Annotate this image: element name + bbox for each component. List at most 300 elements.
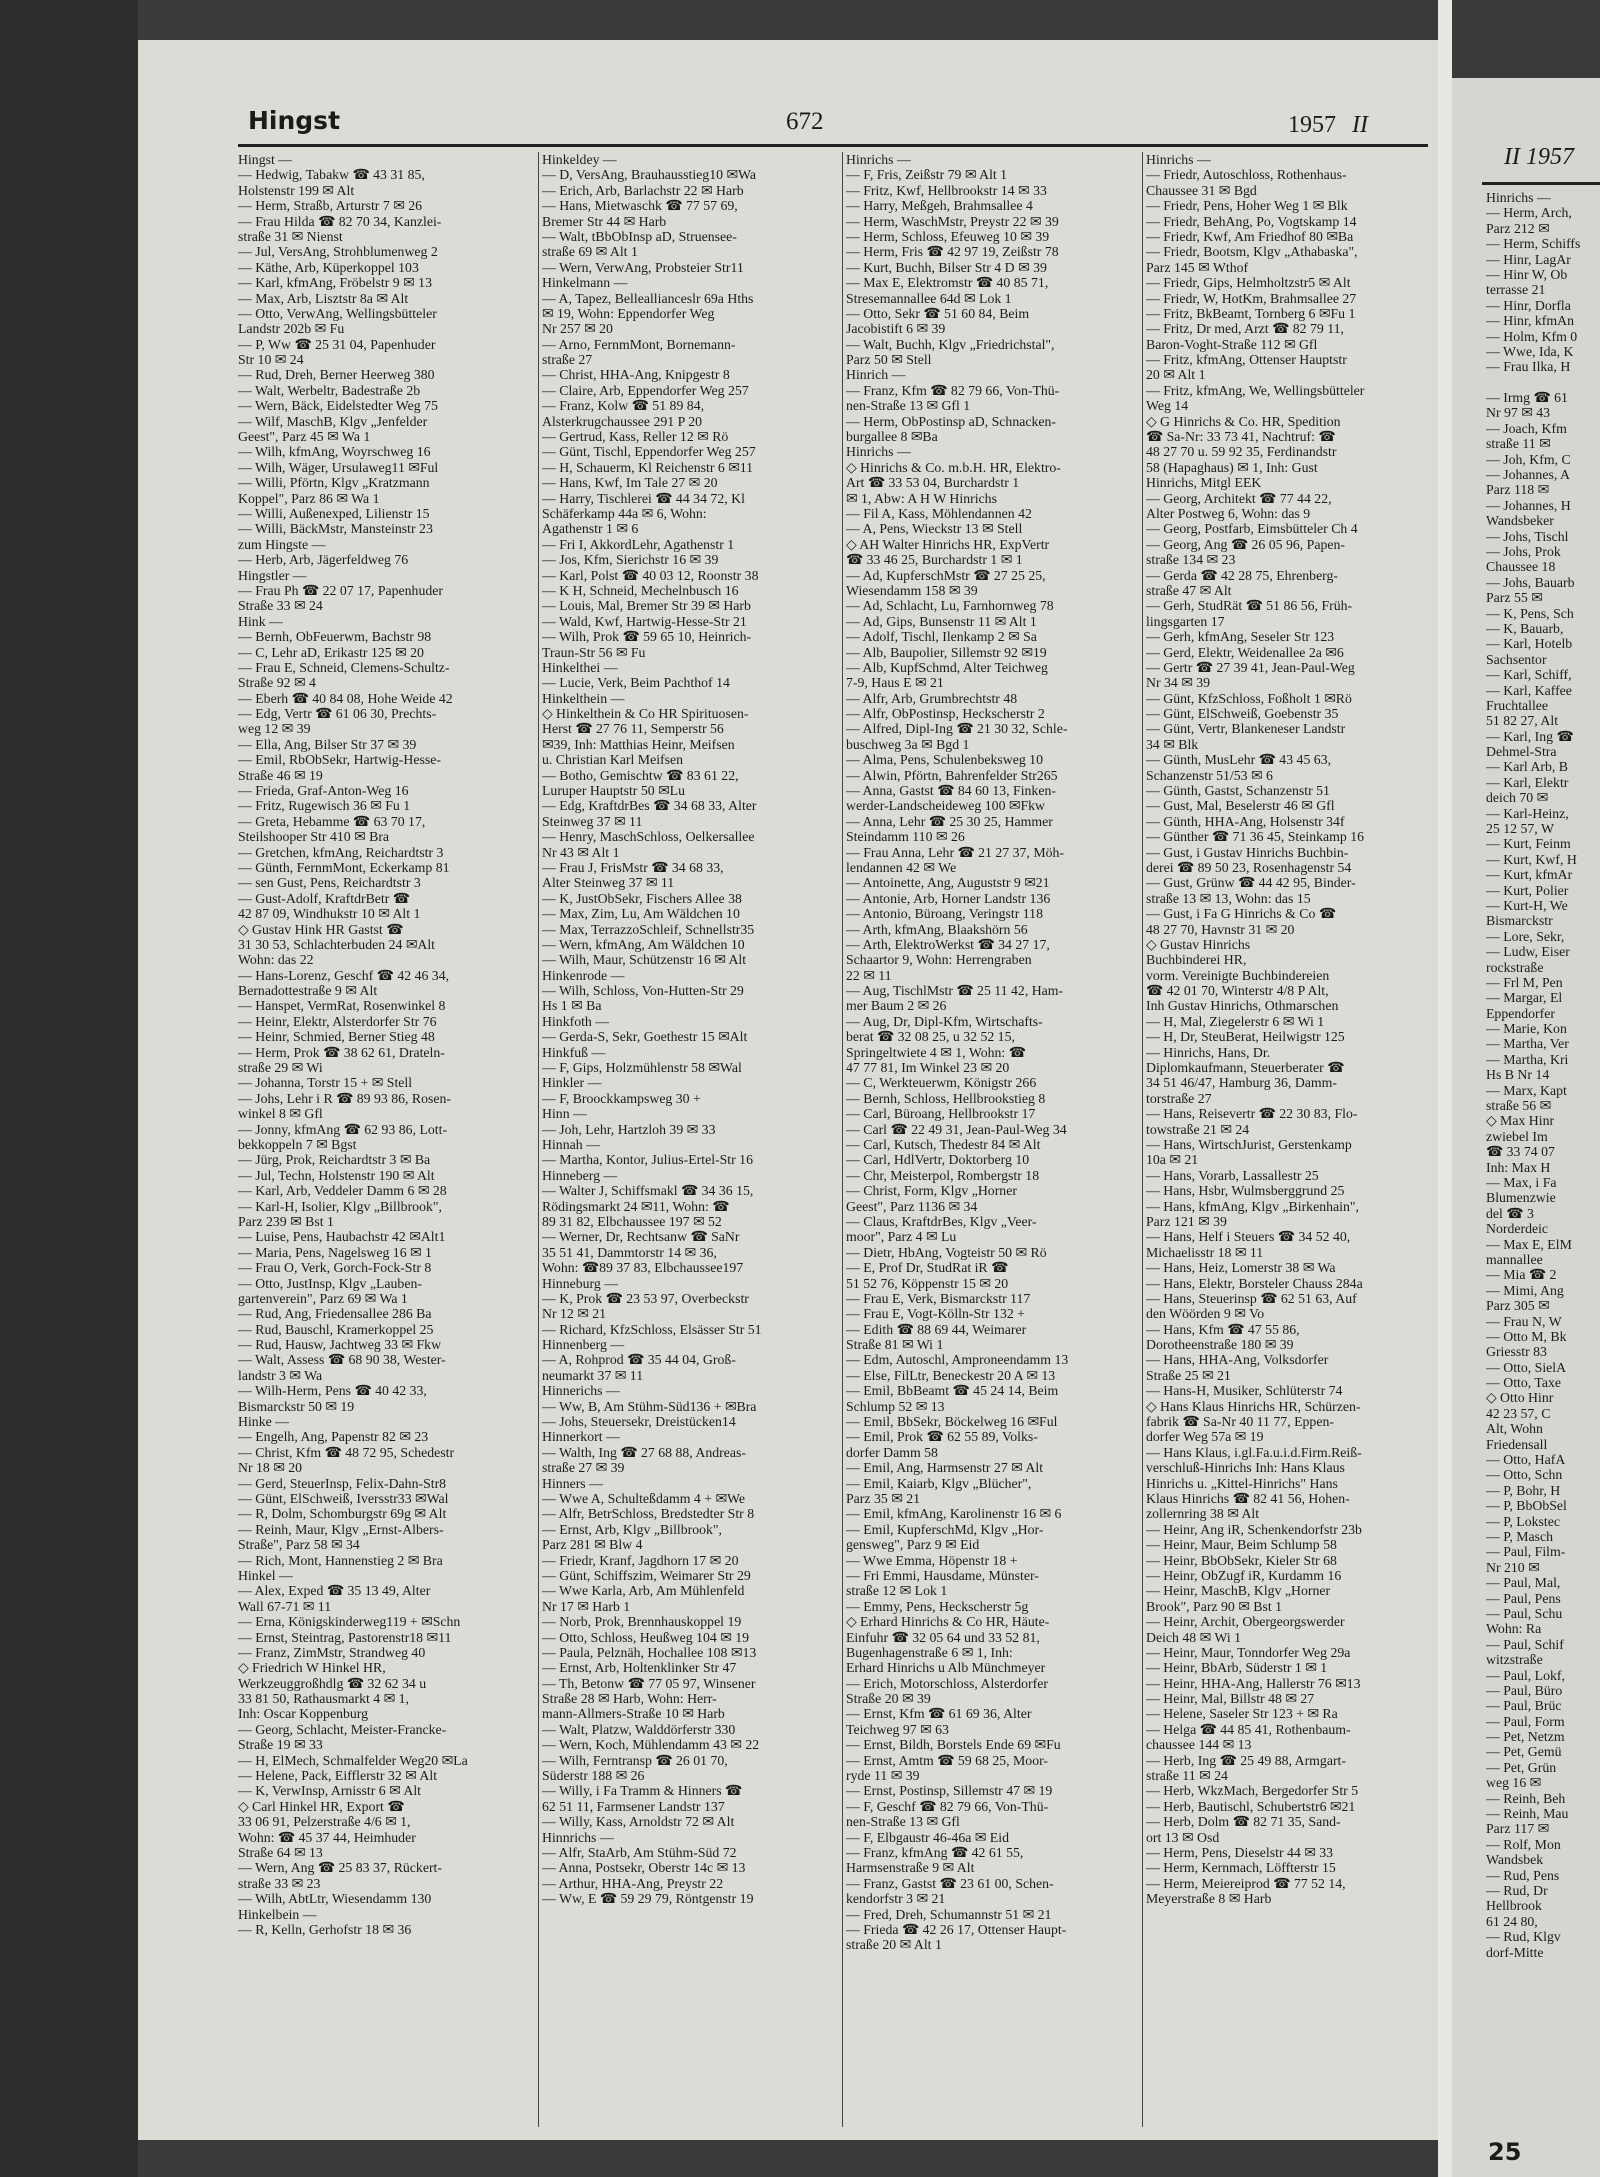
directory-entry-line: — Otto M, Bk <box>1486 1328 1567 1344</box>
directory-entry-line: gensweg", Parz 9 ✉ Eid <box>846 1537 980 1553</box>
directory-entry-line: — Günt, Schiffszim, Weimarer Str 29 <box>542 1567 751 1583</box>
directory-entry-line: Wohn: das 22 <box>238 952 314 968</box>
directory-entry-line: — Anna, Gastst ☎ 84 60 13, Finken- <box>846 783 1056 799</box>
directory-entry-line: — Herm, Straßb, Arturstr 7 ✉ 26 <box>238 198 423 214</box>
directory-entry-line: — Lucie, Verk, Beim Pachthof 14 <box>542 675 730 691</box>
directory-entry-line: 35 51 41, Dammtorstr 14 ✉ 36, <box>542 1244 717 1260</box>
directory-entry-line: gartenverein", Parz 69 ✉ Wa 1 <box>238 1290 408 1306</box>
directory-entry-line: — P, BbObSel <box>1486 1498 1567 1514</box>
directory-entry-line: — Johannes, H <box>1486 497 1571 513</box>
directory-entry-line: — A, Rohprod ☎ 35 44 04, Groß- <box>542 1352 736 1368</box>
directory-entry-line: — Chr, Meisterpol, Rombergstr 18 <box>846 1167 1040 1183</box>
directory-entry-line: — Herm, Kernmach, Löffterstr 15 <box>1146 1860 1336 1876</box>
directory-entry-line: — Wilf, MaschB, Klgv „Jenfelder <box>238 413 428 429</box>
directory-entry-line: — Günth, MusLehr ☎ 43 45 63, <box>1146 752 1332 768</box>
directory-entry-line: — Mia ☎ 2 <box>1486 1267 1557 1283</box>
directory-entry-line: — Karl-Heinz, <box>1486 805 1569 821</box>
directory-entry-line: — Heinr, Schmied, Berner Stieg 48 <box>238 1029 435 1045</box>
directory-entry-line: — Wern, kfmAng, Am Wäldchen 10 <box>542 936 745 952</box>
directory-entry-line: Stresemannallee 64d ✉ Lok 1 <box>846 290 1012 306</box>
directory-entry-line: ◇ Otto Hinr <box>1486 1390 1554 1406</box>
directory-entry-line: Straße 92 ✉ 4 <box>238 675 316 691</box>
directory-entry-line: ort 13 ✉ Osd <box>1146 1829 1220 1845</box>
directory-entry-line: — Herm, Prok ☎ 38 62 61, Drateln- <box>238 1044 445 1060</box>
directory-entry-line: — Rud, Dreh, Berner Heerweg 380 <box>238 367 435 383</box>
directory-entry-line: — D, VersAng, Brauhausstieg10 ✉Wa <box>542 167 757 183</box>
directory-entry-line: — Friedr, Bootsm, Klgv „Athabaska", <box>1146 244 1358 260</box>
directory-entry-line: — Herm, WaschMstr, Preystr 22 ✉ 39 <box>846 213 1059 229</box>
directory-entry-line: — Wwe Karla, Arb, Am Mühlenfeld <box>542 1583 745 1599</box>
directory-entry-line: 33 81 50, Rathausmarkt 4 ✉ 1, <box>238 1691 409 1707</box>
directory-entry-line: — Herm, Arch, <box>1486 205 1572 221</box>
directory-entry-line: straße 56 ✉ <box>1486 1098 1552 1114</box>
directory-entry-line: — Emmy, Pens, Heckscherstr 5g <box>846 1598 1029 1614</box>
directory-entry-line: Hinneberg — <box>542 1167 618 1183</box>
directory-entry-line: — Lore, Sekr, <box>1486 928 1565 944</box>
directory-entry-line: — Frau N, W <box>1486 1313 1562 1329</box>
directory-entry-line: — Gust, Grünw ☎ 44 42 95, Binder- <box>1146 875 1356 891</box>
directory-entry-line: Parz 121 ✉ 39 <box>1146 1213 1227 1229</box>
directory-entry-line: — Paul, Lokf, <box>1486 1667 1565 1683</box>
directory-entry-line: ◇ G Hinrichs & Co. HR, Spedition <box>1146 413 1341 429</box>
directory-entry-line: nen-Straße 13 ✉ Gfl <box>846 1814 960 1830</box>
directory-entry-line: Inh: Oscar Koppenburg <box>238 1706 369 1722</box>
directory-entry-line: — Mimi, Ang <box>1486 1282 1564 1298</box>
directory-entry-line: straße 27 ✉ 39 <box>542 1460 625 1476</box>
directory-entry-line: — Günth, FernmMont, Eckerkamp 81 <box>238 859 450 875</box>
directory-entry-line: del ☎ 3 <box>1486 1205 1534 1221</box>
directory-entry-line: — Karl, Hotelb <box>1486 636 1573 652</box>
directory-entry-line: — Herb, Ing ☎ 25 49 88, Armgart- <box>1146 1752 1346 1768</box>
directory-entry-line: Nr 43 ✉ Alt 1 <box>542 844 620 860</box>
directory-entry-line: — F, Elbgaustr 46-46a ✉ Eid <box>846 1829 1009 1845</box>
directory-entry-line: Hinrichs u. „Kittel-Hinrichs" Hans <box>1146 1475 1338 1491</box>
directory-entry-line: Hinkelbein — <box>238 1906 317 1922</box>
directory-entry-line: — Adolf, Tischl, Ilenkamp 2 ✉ Sa <box>846 629 1037 645</box>
directory-entry-line: Hinkfoth — <box>542 1013 610 1029</box>
directory-entry-line: 7-9, Haus E ✉ 21 <box>846 675 944 691</box>
directory-entry-line: — Greta, Hebamme ☎ 63 70 17, <box>238 813 426 829</box>
directory-entry-line: — Karl, Ing ☎ <box>1486 728 1574 744</box>
directory-entry-line: — Reinh, Maur, Klgv „Ernst-Albers- <box>238 1521 444 1537</box>
header-rule <box>238 144 1428 147</box>
directory-entry-line: Erhard Hinrichs u Alb Münchmeyer <box>846 1660 1046 1676</box>
directory-entry-line: straße 11 ✉ 24 <box>1146 1768 1228 1784</box>
directory-entry-line: — Paul, Pens <box>1486 1590 1561 1606</box>
directory-entry-line: — P, Bohr, H <box>1486 1482 1561 1498</box>
directory-entry-line: mer Baum 2 ✉ 26 <box>846 998 947 1014</box>
directory-entry-line: — Marie, Kon <box>1486 1021 1567 1037</box>
directory-entry-line: — Wilh, Prok ☎ 59 65 10, Heinrich- <box>542 629 752 645</box>
directory-entry-line: Süderstr 188 ✉ 26 <box>542 1768 645 1784</box>
directory-entry-line: 42 87 09, Windhukstr 10 ✉ Alt 1 <box>238 906 421 922</box>
directory-entry-line: werder-Landscheideweg 100 ✉Fkw <box>846 798 1046 814</box>
directory-entry-line: — Johanna, Torstr 15 + ✉ Stell <box>238 1075 413 1091</box>
directory-entry-line: Harmsenstraße 9 ✉ Alt <box>846 1860 975 1876</box>
directory-entry-line: — H, ElMech, Schmalfelder Weg20 ✉La <box>238 1752 468 1768</box>
directory-entry-line: Diplomkaufmann, Steuerberater ☎ <box>1146 1060 1345 1076</box>
directory-entry-line: — Antonie, Arb, Horner Landstr 136 <box>846 890 1051 906</box>
directory-entry-line: — Karl Arb, B <box>1486 759 1569 775</box>
directory-entry-line: — Heinr, BbObSekr, Kieler Str 68 <box>1146 1552 1337 1568</box>
directory-entry-line: — Fritz, kfmAng, We, Wellingsbütteler <box>1146 382 1365 398</box>
next-page-fragment <box>1452 78 1600 2177</box>
directory-entry-line: 48 27 70 u. 59 92 35, Ferdinandstr <box>1146 444 1337 460</box>
directory-entry-line: — Frau E, Schneid, Clemens-Schultz- <box>238 659 450 675</box>
directory-entry-line: zollernring 38 ✉ Alt <box>1146 1506 1260 1522</box>
year-label: 1957 <box>1288 112 1336 138</box>
directory-entry-line: — Walt, Werbeltr, Badestraße 2b <box>238 382 421 398</box>
directory-entry-line: — Walter J, Schiffsmakl ☎ 34 36 15, <box>542 1183 754 1199</box>
directory-entry-line: Eppendorfer <box>1486 1005 1555 1021</box>
directory-entry-line: 58 (Hapaghaus) ✉ 1, Inh: Gust <box>1146 459 1318 475</box>
directory-entry-line: ◇ Carl Hinkel HR, Export ☎ <box>238 1798 405 1814</box>
directory-entry-line: — Arth, ElektroWerkst ☎ 34 27 17, <box>846 936 1050 952</box>
directory-entry-line: — Jonny, kfmAng ☎ 62 93 86, Lott- <box>238 1121 448 1137</box>
directory-entry-line: Parz 35 ✉ 21 <box>846 1490 921 1506</box>
directory-entry-line: rockstraße <box>1486 959 1544 975</box>
directory-entry-line: — Alfred, Dipl-Ing ☎ 21 30 32, Schle- <box>846 721 1068 737</box>
directory-entry-line: — Fri I, AkkordLehr, Agathenstr 1 <box>542 536 735 552</box>
directory-entry-line: — Norb, Prok, Brennhauskoppel 19 <box>542 1614 742 1630</box>
directory-entry-line: Hinrichs — <box>1486 190 1551 205</box>
running-head-year <box>1288 112 1368 139</box>
directory-entry-line: Friedensall <box>1486 1436 1548 1452</box>
directory-entry-line: Straße 20 ✉ 39 <box>846 1691 931 1707</box>
directory-entry-line: — Hans, Helf i Steuers ☎ 34 52 40, <box>1146 1229 1351 1245</box>
directory-entry-line: — Friedr, BehAng, Po, Vogtskamp 14 <box>1146 213 1357 229</box>
directory-entry-line: — Herm, Meiereiprod ☎ 77 52 14, <box>1146 1875 1346 1891</box>
directory-entry-line: ☎ 33 46 25, Burchardstr 1 ✉ 1 <box>846 552 1023 568</box>
directory-entry-line: — F, Geschf ☎ 82 79 66, Von-Thü- <box>846 1798 1049 1814</box>
directory-entry-line: straße 13 ✉ 13, Wohn: das 15 <box>1146 890 1311 906</box>
directory-entry-line: Schaartor 9, Wohn: Herrengraben <box>846 952 1032 968</box>
directory-entry-line: Nr 34 ✉ 39 <box>1146 675 1211 691</box>
directory-entry-line: — Arth, kfmAng, Blaakshörn 56 <box>846 921 1028 937</box>
directory-entry-line: — Ludw, Eiser <box>1486 944 1570 960</box>
directory-entry-line: Straße 64 ✉ 13 <box>238 1844 323 1860</box>
directory-entry-line: — Hinr, Dorfla <box>1486 297 1571 313</box>
directory-entry-line: — Margar, El <box>1486 990 1563 1006</box>
directory-entry-line: — Heinr, HHA-Ang, Hallerstr 76 ✉13 <box>1146 1675 1361 1691</box>
directory-entry-line: Steinweg 37 ✉ 11 <box>542 813 643 829</box>
directory-entry-line: ◇ Hinkelthein & Co HR Spirituosen- <box>542 706 749 722</box>
directory-entry-line: 10a ✉ 21 <box>1146 1152 1199 1168</box>
directory-entry-line: straße 29 ✉ Wi <box>238 1060 323 1076</box>
directory-entry-line: — Franz, Kolw ☎ 51 89 84, <box>542 398 705 414</box>
directory-entry-line: — Emil, RbObSekr, Hartwig-Hesse- <box>238 752 441 768</box>
directory-entry-line: — Joach, Kfm <box>1486 420 1567 436</box>
directory-entry-line: — Heinr, Maur, Tonndorfer Weg 29a <box>1146 1644 1351 1660</box>
directory-entry-line: — K H, Schneid, Mechelnbusch 16 <box>542 582 739 598</box>
directory-entry-line: — Emil, kfmAng, Karolinenstr 16 ✉ 6 <box>846 1506 1062 1522</box>
directory-entry-line: — Hans, Heiz, Lomerstr 38 ✉ Wa <box>1146 1260 1336 1276</box>
directory-entry-line: — K, Pens, Sch <box>1486 605 1574 621</box>
directory-entry-line: — Franz, kfmAng ☎ 42 61 55, <box>846 1844 1024 1860</box>
directory-entry-line: — P, Masch <box>1486 1528 1554 1544</box>
directory-entry-line: — Wilh, Ferntransp ☎ 26 01 70, <box>542 1752 728 1768</box>
directory-entry-line: zwiebel Im <box>1486 1128 1548 1144</box>
directory-entry-line: — Günt, ElSchweiß, Iversstr33 ✉Wal <box>238 1490 449 1506</box>
directory-entry-line: — Pet, Gemü <box>1486 1744 1562 1760</box>
directory-entry-line: — Jürg, Prok, Reichardtstr 3 ✉ Ba <box>238 1152 431 1168</box>
directory-entry-line: Hinnrichs — <box>542 1829 614 1845</box>
directory-entry-line: — Pet, Grün <box>1486 1759 1557 1775</box>
directory-entry-line: Hinrichs — <box>846 152 911 167</box>
directory-entry-line: — Willi, BäckMstr, Mansteinstr 23 <box>238 521 433 537</box>
directory-entry-line: — Paul, Form <box>1486 1713 1565 1729</box>
directory-entry-line: weg 16 ✉ <box>1486 1775 1542 1791</box>
directory-entry-line: — Max, i Fa <box>1486 1175 1557 1190</box>
directory-entry-line: — Bernh, ObFeuerwm, Bachstr 98 <box>238 629 432 645</box>
directory-entry-line: — Ad, Schlacht, Lu, Farnhornweg 78 <box>846 598 1054 614</box>
directory-entry-line: Brook", Parz 90 ✉ Bst 1 <box>1146 1598 1282 1614</box>
directory-entry-line: — Arthur, HHA-Ang, Preystr 22 <box>542 1875 724 1891</box>
directory-entry-line: — Hans-H, Musiker, Schlüterstr 74 <box>1146 1383 1343 1399</box>
directory-entry-line: — Georg, Architekt ☎ 77 44 22, <box>1146 490 1332 506</box>
sheet-number: 25 <box>1488 2138 1522 2166</box>
directory-entry-line: 34 51 46/47, Hamburg 36, Damm- <box>1146 1075 1337 1091</box>
directory-entry-line: — Walt, Assess ☎ 68 90 38, Wester- <box>238 1352 446 1368</box>
directory-entry-line: — Antonio, Büroang, Veringstr 118 <box>846 906 1043 922</box>
column-1 <box>238 152 534 2132</box>
directory-entry-line: — Wern, Koch, Mühlendamm 43 ✉ 22 <box>542 1737 760 1753</box>
directory-entry-line: Inh Gustav Hinrichs, Othmarschen <box>1146 998 1339 1014</box>
directory-entry-line: — Irmg ☎ 61 <box>1486 390 1568 406</box>
directory-entry-line: — Luise, Pens, Haubachstr 42 ✉Alt1 <box>238 1229 446 1245</box>
directory-entry-line: Wall 67-71 ✉ 11 <box>238 1598 332 1614</box>
directory-entry-line: straße 11 ✉ <box>1486 436 1551 452</box>
directory-entry-line: Wandsbek <box>1486 1852 1544 1868</box>
directory-entry-line: — Gertrud, Kass, Reller 12 ✉ Rö <box>542 429 729 445</box>
directory-entry-line: — Ernst, Arb, Klgv „Billbrook", <box>542 1521 722 1537</box>
directory-entry-line: Einfuhr ☎ 32 05 64 und 33 52 81, <box>846 1629 1040 1645</box>
directory-entry-line: — Günth, HHA-Ang, Holsenstr 34f <box>1146 813 1345 829</box>
directory-entry-line: — Claire, Arb, Eppendorfer Weg 257 <box>542 382 749 398</box>
column-divider <box>538 152 539 2127</box>
directory-entry-line: — Botho, Gemischtw ☎ 83 61 22, <box>542 767 739 783</box>
directory-entry-line: — Heinr, MaschB, Klgv „Horner <box>1146 1583 1331 1599</box>
directory-entry-line: Nr 18 ✉ 20 <box>238 1460 303 1476</box>
directory-entry-line: Hinkfuß — <box>542 1044 606 1060</box>
directory-entry-line: — Paul, Schu <box>1486 1605 1563 1621</box>
directory-entry-line: Holstenstr 199 ✉ Alt <box>238 182 355 198</box>
directory-entry-line: — Otto, JustInsp, Klgv „Lauben- <box>238 1275 422 1291</box>
directory-entry-line: Straße 46 ✉ 19 <box>238 767 323 783</box>
directory-entry-line: zum Hingste — <box>238 536 326 552</box>
directory-entry-line: — Hans, Steuerinsp ☎ 62 51 63, Auf <box>1146 1290 1357 1306</box>
directory-entry-line: — Otto, Taxe <box>1486 1375 1562 1391</box>
directory-entry-line: — Günt, Vertr, Blankeneser Landstr <box>1146 721 1346 737</box>
directory-entry-line: — Frieda, Graf-Anton-Weg 16 <box>238 783 409 799</box>
directory-entry-line: — Georg, Ang ☎ 26 05 96, Papen- <box>1146 536 1345 552</box>
directory-entry-line: — Hans, WirtschJurist, Gerstenkamp <box>1146 1137 1352 1152</box>
directory-entry-line: — Hans-Lorenz, Geschf ☎ 42 46 34, <box>238 967 450 983</box>
directory-entry-line: derei ☎ 89 50 23, Rosenhagenstr 54 <box>1146 859 1352 875</box>
directory-entry-line: — Kurt-H, We <box>1486 897 1568 913</box>
directory-entry-line: — Wern, Ang ☎ 25 83 37, Rückert- <box>238 1860 442 1876</box>
directory-entry-line: — Joh, Lehr, Hartzloh 39 ✉ 33 <box>542 1121 716 1137</box>
directory-entry-line: — Otto, Sekr ☎ 51 60 84, Beim <box>846 305 1030 321</box>
directory-entry-line: — Edith ☎ 88 69 44, Weimarer <box>846 1321 1027 1337</box>
directory-entry-line: straße 134 ✉ 23 <box>1146 552 1236 568</box>
directory-entry-line: — Frl M, Pen <box>1486 974 1563 990</box>
directory-entry-line: Hs B Nr 14 <box>1486 1067 1550 1083</box>
directory-entry-line: witzstraße <box>1486 1652 1543 1668</box>
directory-entry-line: — P, Ww ☎ 25 31 04, Papenhuder <box>238 336 436 352</box>
directory-entry-line: — Hans, Vorarb, Lassallestr 25 <box>1146 1167 1319 1183</box>
directory-entry-line: — Ad, KupferschMstr ☎ 27 25 25, <box>846 567 1046 583</box>
directory-entry-line: — Fritz, Dr med, Arzt ☎ 82 79 11, <box>1146 321 1344 337</box>
directory-entry-line: — Christ, HHA-Ang, Knipgestr 8 <box>542 367 730 383</box>
directory-entry-line: vorm. Vereinigte Buchbindereien <box>1146 967 1330 983</box>
directory-entry-line: — Heinr, Archit, Obergeorgswerder <box>1146 1614 1345 1630</box>
directory-entry-line: Bremer Str 44 ✉ Harb <box>542 213 667 229</box>
directory-entry-line: — Walt, tBbObInsp aD, Struensee- <box>542 228 737 244</box>
directory-entry-line: — Hans, Reisevertr ☎ 22 30 83, Flo- <box>1146 1106 1358 1122</box>
directory-entry-line: — Alb, KupfSchmd, Alter Teichweg <box>846 659 1048 675</box>
directory-entry-line: — Richard, KfzSchloss, Elsässer Str 51 <box>542 1321 762 1337</box>
directory-entry-line: — Edg, Vertr ☎ 61 06 30, Prechts- <box>238 706 437 722</box>
directory-entry-line: — Karl, Arb, Veddeler Damm 6 ✉ 28 <box>238 1183 447 1199</box>
directory-entry-line: Hinrichs — <box>1146 152 1211 167</box>
directory-entry-line: — Reinh, Mau <box>1486 1806 1569 1822</box>
directory-entry-line: Hinneburg — <box>542 1275 619 1291</box>
directory-entry-line: — Jos, Kfm, Sierichstr 16 ✉ 39 <box>542 552 719 568</box>
directory-entry-line: Luruper Hauptstr 50 ✉Lu <box>542 783 685 799</box>
directory-entry-line: — Friedr, Kwf, Am Friedhof 80 ✉Ba <box>1146 228 1354 244</box>
directory-entry-line: — Hinr, LagAr <box>1486 251 1571 267</box>
directory-entry-line: — Gust, i Gustav Hinrichs Buchbin- <box>1146 844 1349 860</box>
directory-entry-line: Hinners — <box>542 1475 603 1491</box>
directory-entry-line: Chaussee 18 <box>1486 559 1556 575</box>
directory-entry-line: Art ☎ 33 53 04, Burchardstr 1 <box>846 475 1020 491</box>
directory-entry-line: — Rolf, Mon <box>1486 1836 1561 1852</box>
directory-entry-line: straße 31 ✉ Nienst <box>238 228 343 244</box>
directory-entry-line: Wohn: ☎ 45 37 44, Heimhuder <box>238 1829 416 1845</box>
directory-entry-line: — Ernst, Amtm ☎ 59 68 25, Moor- <box>846 1752 1049 1768</box>
directory-entry-line: 48 27 70, Havnstr 31 ✉ 20 <box>1146 921 1295 937</box>
directory-entry-line: ◇ Gustav Hink HR Gastst ☎ <box>238 921 404 937</box>
directory-entry-line: — Alfr, BetrSchloss, Bredstedter Str 8 <box>542 1506 755 1522</box>
directory-entry-line: Parz 239 ✉ Bst 1 <box>238 1213 334 1229</box>
directory-entry-line: ✉39, Inh: Matthias Heinr, Meifsen <box>542 736 735 752</box>
directory-entry-line: — Fri Emmi, Hausdame, Münster- <box>846 1567 1039 1583</box>
directory-entry-line: kendorfstr 3 ✉ 21 <box>846 1891 946 1907</box>
directory-entry-line: — Wald, Kwf, Hartwig-Hesse-Str 21 <box>542 613 747 629</box>
directory-entry-line: ✉ 19, Wohn: Eppendorfer Weg <box>542 305 715 321</box>
directory-entry-line: — Johs, Steuersekr, Dreistücken14 <box>542 1414 736 1430</box>
directory-entry-line: Fruchtallee <box>1486 697 1549 713</box>
directory-entry-line: — Wilh, Maur, Schützenstr 16 ✉ Alt <box>542 952 747 968</box>
directory-entry-line: — Alma, Pens, Schulenbeksweg 10 <box>846 752 1043 768</box>
directory-entry-line: Hs 1 ✉ Ba <box>542 998 602 1014</box>
directory-entry-line: — R, Kelln, Gerhofstr 18 ✉ 36 <box>238 1921 412 1937</box>
directory-entry-line: chaussee 144 ✉ 13 <box>1146 1737 1252 1753</box>
directory-entry-line: — Herm, Fris ☎ 42 97 19, Zeißstr 78 <box>846 244 1059 260</box>
directory-entry-line: — Heinr, Mal, Billstr 48 ✉ 27 <box>1146 1691 1315 1707</box>
directory-entry-line: — Rud, Bauschl, Kramerkoppel 25 <box>238 1321 434 1337</box>
directory-entry-line: Agathenstr 1 ✉ 6 <box>542 521 639 537</box>
page-number: 672 <box>786 108 824 135</box>
directory-entry-line: ◇ Hans Klaus Hinrichs HR, Schürzen- <box>1146 1398 1361 1414</box>
directory-entry-line: 31 30 53, Schlachterbuden 24 ✉Alt <box>238 936 436 952</box>
next-page-column <box>1486 190 1600 2170</box>
column-3 <box>846 152 1142 2132</box>
directory-entry-line: — Maria, Pens, Nagelsweg 16 ✉ 1 <box>238 1244 432 1260</box>
directory-entry-line: landstr 3 ✉ Wa <box>238 1367 323 1383</box>
directory-entry-line: — K, VerwInsp, Arnisstr 6 ✉ Alt <box>238 1783 422 1799</box>
directory-entry-line: — Ad, Gips, Bunsenstr 11 ✉ Alt 1 <box>846 613 1037 629</box>
directory-entry-line: Parz 305 ✉ <box>1486 1298 1550 1314</box>
directory-entry-line: — Günt, ElSchweiß, Goebenstr 35 <box>1146 706 1339 722</box>
directory-entry-line: — Wern, VerwAng, Probsteier Str11 <box>542 259 744 275</box>
directory-entry-line: 33 06 91, Pelzerstraße 4/6 ✉ 1, <box>238 1814 411 1830</box>
directory-entry-line: straße 12 ✉ Lok 1 <box>846 1583 948 1599</box>
next-page-header: II 1957 <box>1504 144 1574 170</box>
directory-entry-line: — Marx, Kapt <box>1486 1082 1567 1098</box>
directory-entry-line: Alsterkrugchaussee 291 P 20 <box>542 413 703 429</box>
directory-entry-line: 20 ✉ Alt 1 <box>1146 367 1206 383</box>
directory-entry-line: dorf-Mitte <box>1486 1944 1544 1960</box>
directory-entry-line: Herst ☎ 27 76 11, Semperstr 56 <box>542 721 724 737</box>
directory-entry-line: — Carl, Büroang, Hellbrookstr 17 <box>846 1106 1036 1122</box>
directory-entry-line: — Anna, Postsekr, Oberstr 14c ✉ 13 <box>542 1860 746 1876</box>
directory-entry-line: — Günt, KfzSchloss, Foßholt 1 ✉Rö <box>1146 690 1352 706</box>
directory-entry-line: — Johannes, A <box>1486 467 1570 483</box>
directory-entry-line: 89 31 82, Elbchaussee 197 ✉ 52 <box>542 1213 722 1229</box>
directory-entry-line: terrasse 21 <box>1486 282 1546 298</box>
directory-entry-line: — Alb, Baupolier, Sillemstr 92 ✉19 <box>846 644 1047 660</box>
directory-entry-line: moor", Parz 4 ✉ Lu <box>846 1229 957 1245</box>
directory-entry-line: — Rud, Klgv <box>1486 1929 1561 1945</box>
directory-entry-line: — Erich, Arb, Barlachstr 22 ✉ Harb <box>542 182 744 198</box>
directory-entry-line: — Herb, WkzMach, Bergedorfer Str 5 <box>1146 1783 1359 1799</box>
directory-entry-line: — Paul, Schif <box>1486 1636 1564 1652</box>
directory-entry-line: — Alfr, StaArb, Am Stühm-Süd 72 <box>542 1844 737 1860</box>
directory-entry-line: ✉ 1, Abw: A H W Hinrichs <box>846 490 997 506</box>
directory-entry-line: — Holm, Kfm 0 <box>1486 328 1578 344</box>
directory-entry-line: Hinnerkort — <box>542 1429 620 1445</box>
directory-entry-line: Blumenzwie <box>1486 1190 1556 1206</box>
directory-entry-line: — Hanspet, VermRat, Rosenwinkel 8 <box>238 998 446 1014</box>
directory-entry-line: — Frau O, Verk, Gorch-Fock-Str 8 <box>238 1260 432 1276</box>
directory-entry-line: Straße 28 ✉ Harb, Wohn: Herr- <box>542 1691 717 1707</box>
directory-entry-line: winkel 8 ✉ Gfl <box>238 1106 323 1122</box>
directory-entry-line: ◇ Gustav Hinrichs <box>1146 936 1251 952</box>
directory-entry-line: straße 33 ✉ 23 <box>238 1875 321 1891</box>
directory-entry-line: — Frau E, Vogt-Kölln-Str 132 + <box>846 1306 1025 1322</box>
directory-entry-line: Buchbinderei HR, <box>1146 952 1247 968</box>
directory-entry-line: Geest", Parz 45 ✉ Wa 1 <box>238 429 371 445</box>
directory-entry-line: Bismarckstr <box>1486 913 1553 929</box>
directory-entry-line: Teichweg 97 ✉ 63 <box>846 1721 949 1737</box>
directory-entry-line: Straße 19 ✉ 33 <box>238 1737 323 1753</box>
directory-entry-line: Traun-Str 56 ✉ Fu <box>542 644 646 660</box>
directory-entry-line: — Hans, HHA-Ang, Volksdorfer <box>1146 1352 1329 1368</box>
directory-entry-line: — Fil A, Kass, Möhlendannen 42 <box>846 505 1032 521</box>
directory-entry-line: ☎ Sa-Nr: 33 73 41, Nachtruf: ☎ <box>1146 429 1336 445</box>
directory-entry-line: — Herm, Schloss, Efeuweg 10 ✉ 39 <box>846 228 1050 244</box>
directory-entry-line: — Gerda ☎ 42 28 75, Ehrenberg- <box>1146 567 1339 583</box>
directory-entry-line: — Carl, HdlVertr, Doktorberg 10 <box>846 1152 1030 1168</box>
column-divider <box>842 152 843 2127</box>
directory-entry-line: neumarkt 37 ✉ 11 <box>542 1367 644 1383</box>
directory-entry-line: lendannen 42 ✉ We <box>846 859 957 875</box>
directory-entry-line: torstraße 27 <box>1146 1090 1212 1106</box>
directory-entry-line: Nr 210 ✉ <box>1486 1559 1540 1575</box>
directory-entry-line: — Helene, Saseler Str 123 + ✉ Ra <box>1146 1706 1338 1722</box>
